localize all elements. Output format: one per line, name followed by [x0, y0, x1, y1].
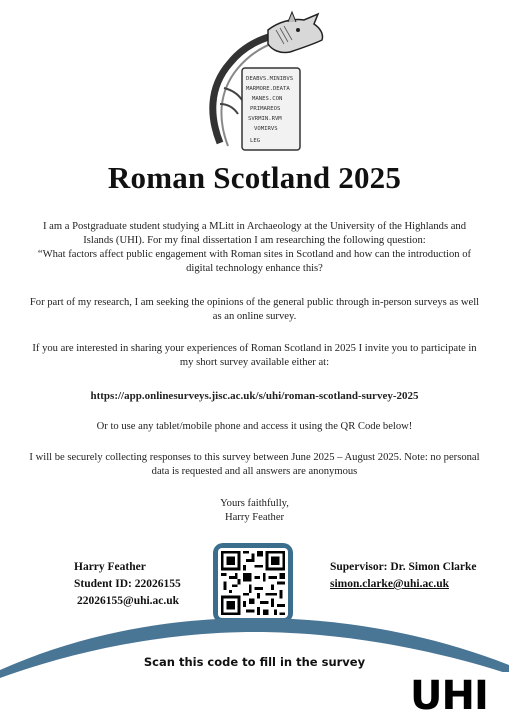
- student-contact: [74, 559, 181, 610]
- page-title: Roman Scotland 2025: [107, 160, 402, 195]
- research-line: For part of my research, I am seeking the opinions of the general public through in-person surveys as well: [29, 297, 480, 308]
- scan-caption: Scan this code to fill in the survey: [143, 655, 366, 669]
- intro-paragraph: [24, 220, 485, 276]
- intro-line: digital technology enhance this?: [186, 263, 323, 274]
- intro-line: I am a Postgraduate student studying a MLitt in Archaeology at the University of the Highlands and: [42, 221, 467, 232]
- intro-line: Islands (UHI). For my final dissertation I am researching the following question:: [83, 235, 426, 246]
- signoff-name: Harry Feather: [224, 512, 285, 523]
- intro-line: “What factors affect public engagement with Roman sites in Scotland and how can the introduction of: [37, 249, 472, 260]
- signoff-greeting: Yours faithfully,: [220, 498, 289, 509]
- roman-artifact-illustration: [180, 8, 330, 158]
- invite-paragraph: [24, 342, 485, 370]
- uhi-logo: [404, 672, 509, 720]
- research-paragraph: [24, 296, 485, 324]
- student-name: Harry Feather: [74, 561, 146, 573]
- qr-code-pattern: [218, 548, 288, 618]
- collection-line: I will be securely collecting responses to this survey between June 2025 – August 2025. Note: no personal: [29, 452, 480, 463]
- inscription-line: DEABVS.MINIBVS: [246, 76, 294, 82]
- student-email[interactable]: 22026155@uhi.ac.uk: [77, 595, 180, 607]
- supervisor-contact: [330, 559, 477, 593]
- collection-line: data is requested and all answers are anonymous: [151, 466, 358, 477]
- invite-line: If you are interested in sharing your experiences of Roman Scotland in 2025 I invite you to participate in: [32, 343, 477, 354]
- signoff-block: [24, 497, 485, 525]
- survey-link[interactable]: https://app.onlinesurveys.jisc.ac.uk/s/uhi/roman-scotland-survey-2025: [90, 390, 419, 402]
- inscription-line: SVRMIN.RVM: [248, 116, 282, 122]
- qr-instruction: Or to use any tablet/mobile phone and access it using the QR Code below!: [96, 421, 413, 432]
- supervisor-name: Supervisor: Dr. Simon Clarke: [330, 561, 477, 573]
- inscription-line: LEG: [250, 138, 261, 144]
- inscription-line: MANES.CON: [252, 96, 283, 102]
- qr-code-icon: [218, 548, 288, 618]
- inscription-line: PRIMAREOS: [250, 106, 281, 112]
- inscription-line: MARMORE.DEATA: [246, 86, 290, 92]
- collection-notice: [24, 451, 485, 479]
- invite-line: my short survey available either at:: [179, 357, 330, 368]
- uhi-logo-text: UHI: [410, 673, 488, 719]
- inscription-line: VOMIRVS: [254, 126, 278, 132]
- student-id: Student ID: 22026155: [74, 578, 181, 590]
- supervisor-email[interactable]: simon.clarke@uhi.ac.uk: [330, 578, 450, 590]
- research-line: as an online survey.: [212, 311, 297, 322]
